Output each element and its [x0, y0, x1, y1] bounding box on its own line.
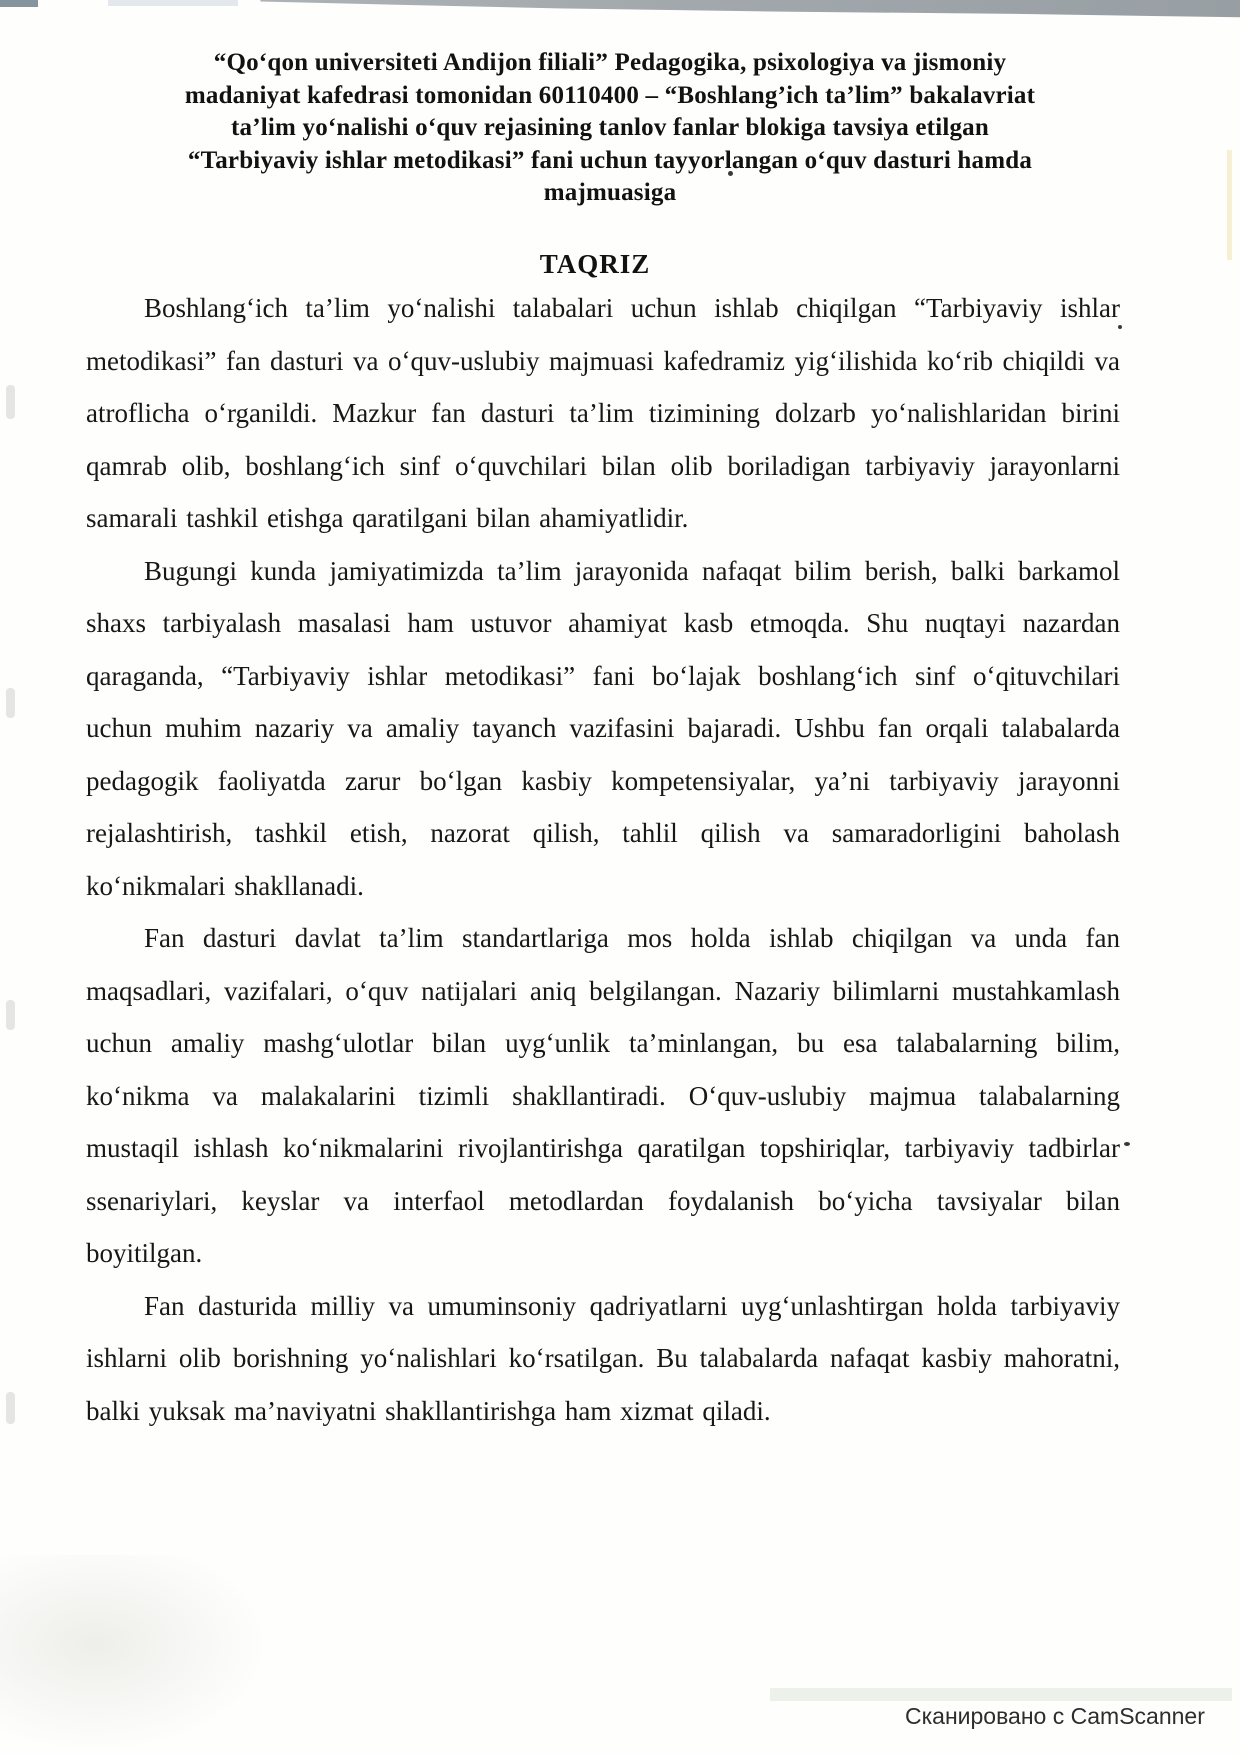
document-title-line: ta’lim yoʻnalishi oʻquv rejasining tanlov fanlar blokiga tavsiya etilgan	[230, 114, 989, 141]
paragraph-4: Fan dasturida milliy va umuminsoniy qadriyatlarni uygʻunlashtirgan holda tarbiyaviy ishlarni olib borishning yoʻnalishlari koʻrsatilgan. Bu talabalarda nafaqat kasbiy mahoratni, balki yuksak ma’naviyatni shakllantirishga ham xizmat qiladi.	[86, 1290, 1120, 1426]
section-heading-taqriz: TAQRIZ	[539, 249, 651, 279]
scan-footer-smear	[770, 1688, 1232, 1701]
scan-top-smudge	[108, 0, 238, 6]
scan-edge-smudge	[6, 385, 15, 419]
paragraph-2: Bugungi kunda jamiyatimizda ta’lim jarayonida nafaqat bilim berish, balki barkamol shaxs tarbiyalash masalasi ham ustuvor ahamiyat kasb etmoqda. Shu nuqtayi nazardan qaraganda, “Tarbiyaviy ishlar metodikasi” fani boʻlajak boshlangʻich sinf oʻqituvchilari uchun muhim nazariy va amaliy tayanch vazifasini bajaradi. Ushbu fan orqali talabalarda pedagogik faoliyatda zarur boʻlgan kasbiy kompetensiyalar, ya’ni tarbiyaviy jarayonni rejalashtirish, tashkil etish, nazorat qilish, tahlil qilish va samaradorligini baholash koʻnikmalari shakllanadi.	[86, 555, 1120, 901]
paragraph-1: Boshlangʻich ta’lim yoʻnalishi talabalari uchun ishlab chiqilgan “Tarbiyaviy ishlar metodikasi” fan dasturi va oʻquv-uslubiy majmuasi kafedramiz yigʻilishida koʻrib chiqildi va atroflicha oʻrganildi. Mazkur fan dasturi ta’lim tizimining dolzarb yoʻnalishlaridan birini qamrab olib, boshlangʻich sinf oʻquvchilari bilan olib boriladigan tarbiyaviy jarayonlarni samarali tashkil etishga qaratilgani bilan ahamiyatlidir.	[86, 293, 1120, 533]
scan-edge-smudge	[6, 688, 15, 718]
scan-edge-smudge	[6, 1392, 15, 1424]
camscanner-watermark: Сканировано с CamScanner	[905, 1703, 1205, 1729]
document-title	[105, 47, 1115, 210]
document-title-line: “Qoʻqon universiteti Andijon filiali” Pedagogika, psixologiya va jismoniy	[213, 49, 1007, 76]
scan-edge-smudge	[6, 1000, 15, 1030]
document-body	[86, 282, 1120, 1437]
scan-corner-speck	[0, 0, 38, 7]
scan-dot-speck	[1124, 1142, 1130, 1146]
paragraph-3: Fan dasturi davlat ta’lim standartlariga mos holda ishlab chiqilgan va unda fan maqsadlari, vazifalari, oʻquv natijalari aniq belgilangan. Nazariy bilimlarni mustahkamlash uchun amaliy mashgʻulotlar bilan uygʻunlik ta’minlangan, bu esa talabalarning bilim, koʻnikma va malakalarini tizimli shakllantiradi. Oʻquv-uslubiy majmua talabalarning mustaqil ishlash koʻnikmalarini rivojlantirishga qaratilgan topshiriqlar, tarbiyaviy tadbirlar ssenariylari, keyslar va interfaol metodlardan foydalanish boʻyicha tavsiyalar bilan boyitilgan.	[86, 923, 1120, 1268]
scan-right-strip	[1227, 150, 1232, 260]
scan-noise-patch	[0, 1555, 270, 1754]
document-title-line: madaniyat kafedrasi tomonidan 60110400 – “Boshlang’ich ta’lim” bakalavriat	[184, 81, 1036, 109]
document-title-line: majmuasiga	[543, 179, 677, 206]
document-title-line: “Tarbiyaviy ishlar metodikasi” fani uchun tayyorlangan oʻquv dasturi hamda	[187, 146, 1033, 174]
